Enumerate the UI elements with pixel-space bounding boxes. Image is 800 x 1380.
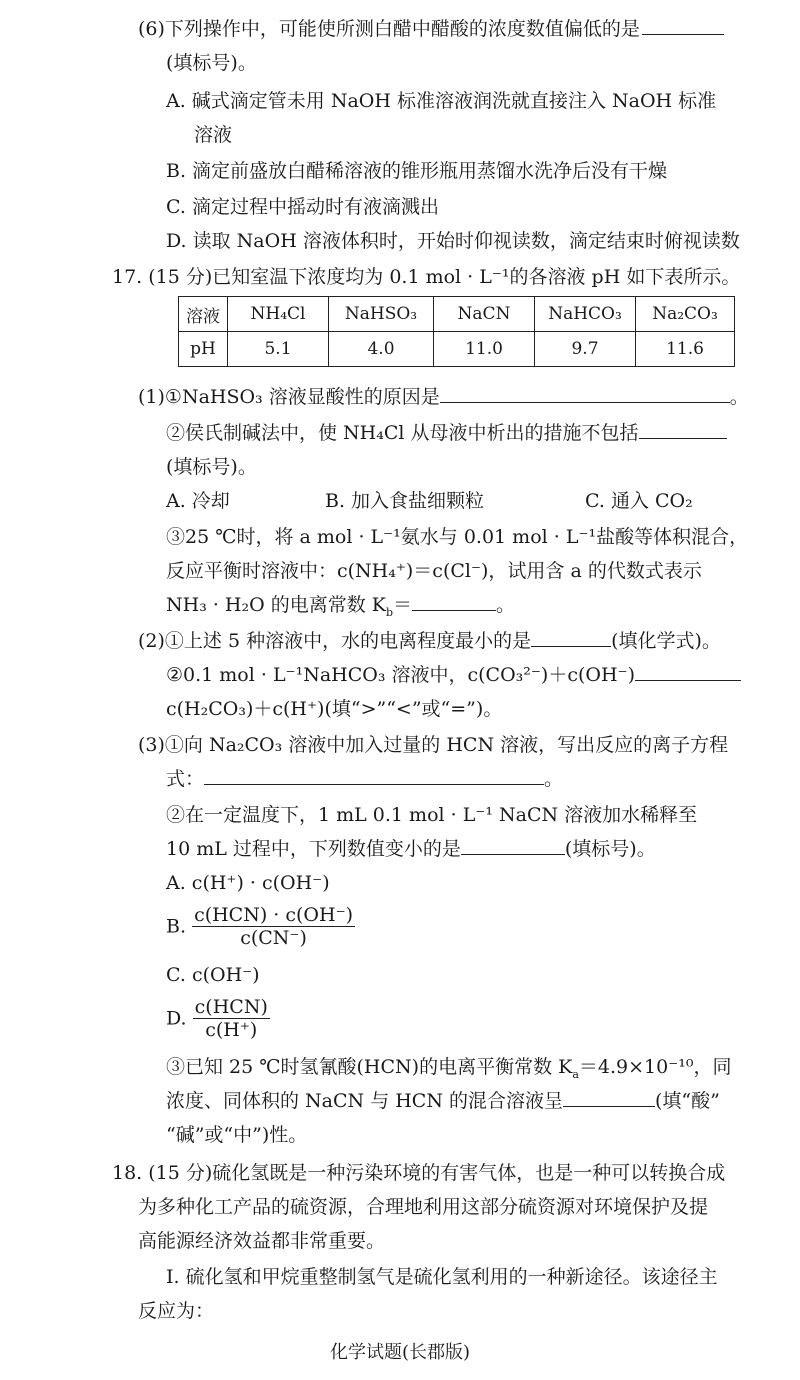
q17-stem: 17. (15 分)已知室温下浓度均为 0.1 mol · L⁻¹的各溶液 pH 如下表所示。: [112, 266, 741, 288]
q17-1-3-cont: 反应平衡时溶液中：c(NH₄⁺)＝c(Cl⁻)，试用含 a 的代数式表示: [166, 560, 702, 582]
table-row: [179, 332, 735, 367]
table-cell: 5.1: [228, 332, 329, 367]
q18-line4: Ⅰ. 硫化氢和甲烷重整制氢气是硫化氢利用的一种新途径。该途径主: [166, 1266, 718, 1288]
q16-6-option-d: D. 读取 NaOH 溶液体积时，开始时仰视读数，滴定结束时俯视读数: [166, 230, 740, 252]
table-header-cell: NH₄Cl: [228, 297, 329, 332]
q17-2-2: ②0.1 mol · L⁻¹NaHCO₃ 溶液中，c(CO₃²⁻)＋c(OH⁻): [166, 662, 741, 688]
q16-6-option-b: B. 滴定前盛放白醋稀溶液的锥形瓶用蒸馏水洗净后没有干燥: [166, 160, 668, 182]
q17-3-2-cont: 10 mL 过程中，下列数值变小的是 (填标号)。: [166, 838, 656, 860]
q17-3-3-cont2: “碱”或“中”)性。: [166, 1124, 308, 1146]
table-cell: 4.0: [329, 332, 434, 367]
table-row: [179, 297, 735, 332]
q17-1-2: ②侯氏制碱法中，使 NH₄Cl 从母液中析出的措施不包括: [166, 420, 727, 446]
table-header-cell: NaHCO₃: [535, 297, 636, 332]
q17-3-2-option-a: A. c(H⁺) · c(OH⁻): [166, 872, 330, 894]
answer-blank: [563, 1088, 655, 1107]
q17-1-1: (1)①NaHSO₃ 溶液显酸性的原因是 。: [138, 386, 749, 408]
fraction: $\frac{\text{c(HCN) · c(OH⁻)}}{c(CN^-)}$: [194, 904, 354, 949]
q17-1-2-option-a: A. 冷却: [166, 490, 230, 512]
answer-blank: [642, 16, 724, 35]
table-cell: 11.0: [434, 332, 535, 367]
q17-3-2-option-c: C. c(OH⁻): [166, 964, 260, 986]
page-footer: 化学试题(长郡版): [329, 1342, 471, 1363]
table-header-cell: NaHSO₃: [329, 297, 434, 332]
q17-1-3: ③25 ℃时，将 a mol · L⁻¹氨水与 0.01 mol · L⁻¹盐酸等体积混合，: [166, 526, 749, 548]
q17-1-3-kb: NH₃ · H₂O 的电离常数 $K_b=$ 。: [166, 594, 516, 619]
q18-line1: 18. (15 分)硫化氢既是一种污染环境的有害气体，也是一种可以转换合成: [112, 1162, 726, 1184]
ph-table: [178, 296, 735, 367]
q17-3-1: (3)①向 Na₂CO₃ 溶液中加入过量的 HCN 溶液，写出反应的离子方程: [138, 734, 729, 756]
q16-6-option-a: A. 碱式滴定管未用 NaOH 标准溶液润洗就直接注入 NaOH 标准: [166, 90, 717, 112]
table-cell: pH: [179, 332, 228, 367]
q17-3-2-option-d: D. $\frac{\text{c(HCN)}}{c(H^+)}$: [166, 996, 268, 1041]
q17-1-2-cont: (填标号)。: [166, 456, 257, 478]
answer-blank: [635, 662, 741, 681]
answer-blank: [461, 836, 565, 855]
q18-line3: 高能源经济效益都非常重要。: [138, 1230, 386, 1252]
q18-line2: 为多种化工产品的硫资源，合理地利用这部分硫资源对环境保护及提: [138, 1196, 709, 1218]
table-header-cell: Na₂CO₃: [636, 297, 735, 332]
table-cell: 9.7: [535, 332, 636, 367]
q17-2-2-cont: c(H₂CO₃)＋c(H⁺)(填“>”“<”或“=”)。: [166, 698, 503, 720]
q16-6-line1: (6)下列操作中，可能使所测白醋中醋酸的浓度数值偏低的是: [138, 16, 724, 42]
table-header-cell: NaCN: [434, 297, 535, 332]
q16-6-option-a-cont: 溶液: [194, 124, 233, 146]
q18-line5: 反应为：: [138, 1300, 215, 1322]
table-cell: 11.6: [636, 332, 735, 367]
answer-blank: [639, 420, 727, 439]
q17-3-2: ②在一定温度下，1 mL 0.1 mol · L⁻¹ NaCN 溶液加水稀释至: [166, 804, 698, 826]
answer-blank: [204, 766, 544, 785]
answer-blank: [440, 384, 730, 403]
q17-3-2-option-b: B. $\frac{\text{c(HCN) · c(OH⁻)}}{c(CN^-)}$: [166, 904, 354, 949]
answer-blank: [412, 592, 496, 611]
answer-blank: [531, 628, 611, 647]
q17-3-1-cont: 式： 。: [166, 768, 564, 790]
q17-2-1: (2)①上述 5 种溶液中，水的电离程度最小的是 (填化学式)。: [138, 630, 721, 652]
q17-3-3: ③已知 25 ℃时氢氰酸(HCN)的电离平衡常数 $K_a=4.9\times 10^{-10}$，同: [166, 1056, 732, 1081]
q16-6-line2: (填标号)。: [166, 52, 257, 74]
q17-3-3-cont: 浓度、同体积的 NaCN 与 HCN 的混合溶液呈 (填“酸”: [166, 1090, 720, 1112]
table-header-cell: 溶液: [179, 297, 228, 332]
q16-6-option-c: C. 滴定过程中摇动时有液滴溅出: [166, 196, 439, 218]
q17-1-2-option-b: B. 加入食盐细颗粒: [325, 490, 485, 512]
q17-1-2-option-c: C. 通入 CO₂: [585, 490, 693, 512]
fraction: $\frac{\text{c(HCN)}}{c(H^+)}$: [194, 996, 268, 1041]
